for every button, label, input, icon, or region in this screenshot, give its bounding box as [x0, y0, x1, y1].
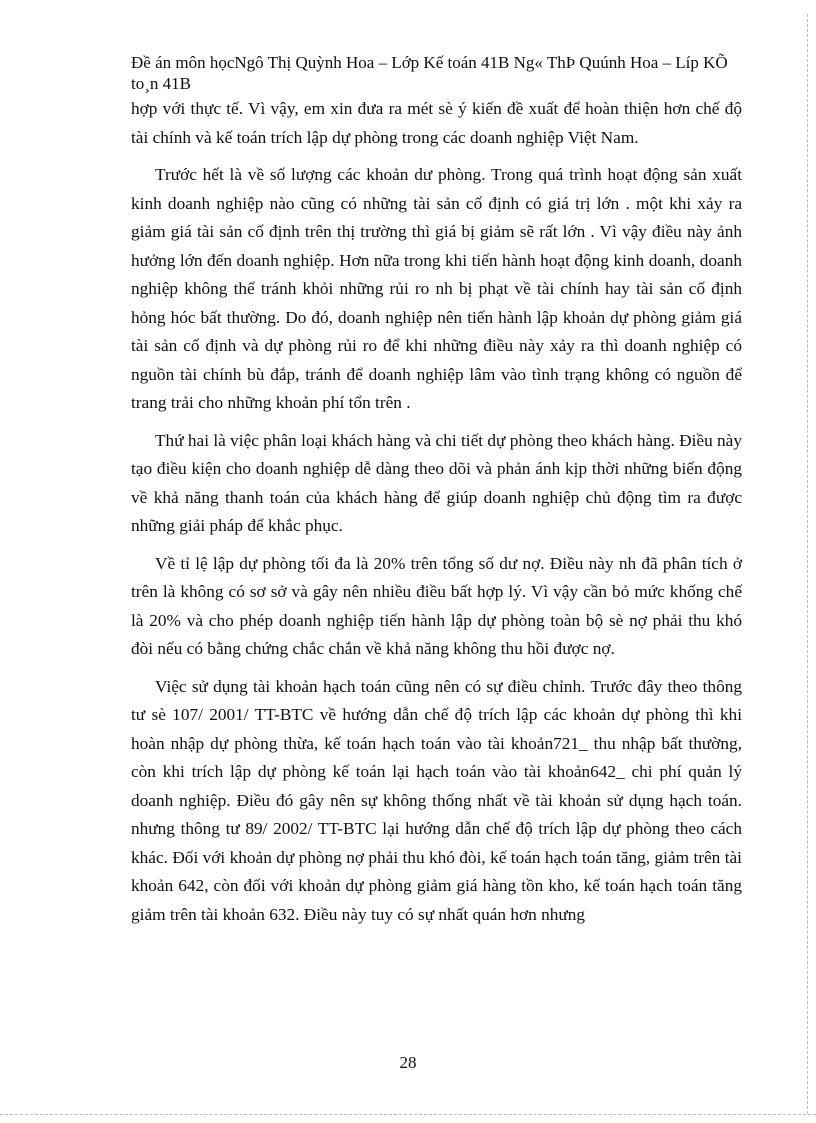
page-border-right	[806, 14, 808, 1114]
paragraph-4: Về tỉ lệ lập dự phòng tối đa là 20% trên tổng số dư nợ. Điều này nh đã phân tích ở trên là không có sơ sở và gây nên nhiều điều bất hợp lý. Vì vậy cần bỏ mức khống chế là 20% và cho phép doanh nghiệp tiến hành lập dự phòng toàn bộ sè nợ phải thu khó đòi nếu có bằng chứng chắc chắn về khả năng không thu hồi được nợ.	[131, 553, 742, 658]
paragraph-1: hợp với thực tế. Vì vậy, em xin đưa ra mét sè ý kiến đề xuất để hoàn thiện hơn chế độ tài chính và kế toán trích lập dự phòng trong các doanh nghiệp Việt Nam.	[131, 99, 742, 147]
paragraph-2: Trước hết là về số lượng các khoản dư phòng. Trong quá trình hoạt động sản xuất kinh doanh nghiệp nào cũng có những tài sản cố định có giá trị lớn . một khi xảy ra giảm giá tài sản cố định trên thị trường thì giá bị giảm sẽ rất lớn . Vì vậy điều này ảnh hưởng lớn đến doanh nghiệp. Hơn nữa trong khi tiến hành hoạt động kinh doanh, doanh nghiệp không thể tránh khỏi những rủi ro nh bị phạt về tài chính hay tài sản cố định hỏng hóc bất thường. Do đó, doanh nghiệp nên tiến hành lập khoản dự phòng giảm giá tài sản cố định và dự phòng rủi ro để khi những điều này xảy ra thì doanh nghiệp có nguồn tài chính bù đắp, tránh để doanh nghiệp lâm vào tình trạng không có nguồn để trang trải cho những khoản phí tổn trên .	[131, 165, 742, 412]
paragraph-3: Thứ hai là việc phân loại khách hàng và chi tiết dự phòng theo khách hàng. Điều này tạo điều kiện cho doanh nghiệp dễ dàng theo dõi và phản ánh kịp thời những biến động về khả năng thanh toán của khách hàng để giúp doanh nghiệp chủ động tìm ra được những giải pháp để khắc phục.	[131, 430, 742, 535]
page-header: Đề án môn họcNgô Thị Quỳnh Hoa – Lớp Kế toán 41B Ng« ThÞ Quúnh Hoa – Líp KÕ to¸n 41B	[131, 53, 728, 93]
page-number: 28	[399, 1053, 417, 1072]
page-border-bottom	[0, 1113, 816, 1115]
paragraph-5: Việc sử dụng tài khoản hạch toán cũng nên có sự điều chỉnh. Trước đây theo thông tư sè 107/ 2001/ TT-BTC về hướng dẫn chế độ trích lập các khoản dự phòng thì khi hoàn nhập dự phòng thừa, kế toán hạch toán vào tài khoản721_ thu nhập bất thường, còn khi trích lập dự phòng kế toán lại hạch toán vào tài khoản642_ chi phí quản lý doanh nghiệp. Điều đó gây nên sự không thống nhất về tài khoản sử dụng hạch toán. nhưng thông tư 89/ 2002/ TT-BTC lại hướng dẫn chế độ trích lập dự phòng theo cách khác. Đối với khoản dự phòng nợ phải thu khó đòi, kế toán hạch toán tăng, giảm trên tài khoản 642, còn đối với khoản dự phòng giảm giá hàng tồn kho, kế toán hạch toán tăng giảm trên tài khoản 632. Điều này tuy có sự nhất quán hơn nhưng	[131, 676, 742, 924]
body-text	[131, 95, 742, 938]
